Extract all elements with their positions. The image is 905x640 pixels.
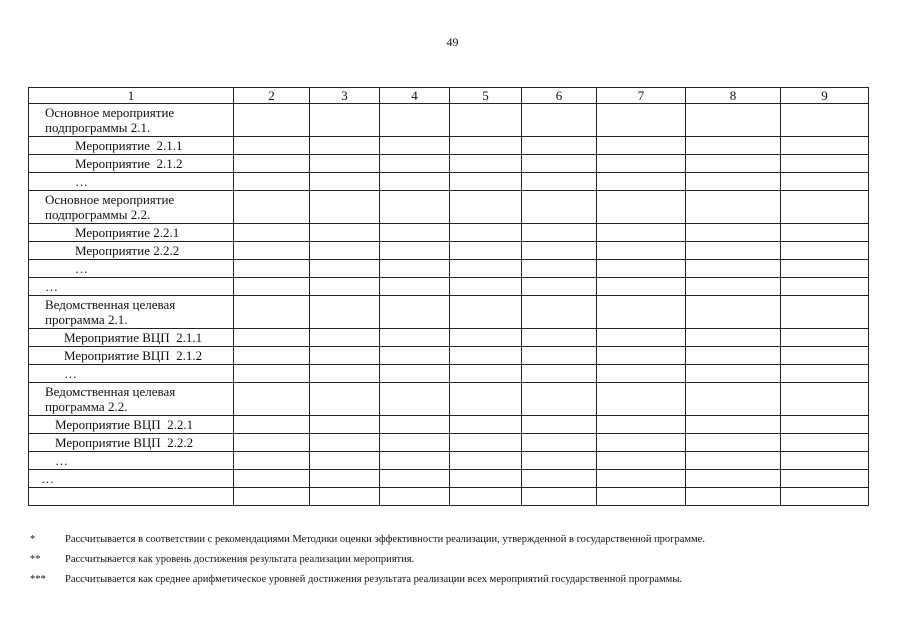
table-row <box>29 383 869 416</box>
row-label: … <box>29 470 234 488</box>
table-cell <box>597 365 686 383</box>
table-cell <box>597 329 686 347</box>
table-cell <box>686 365 781 383</box>
row-label: Основное мероприятие подпрограммы 2.1. <box>29 104 234 137</box>
row-label: Мероприятие ВЦП 2.2.1 <box>29 416 234 434</box>
table-row <box>29 434 869 452</box>
table-cell <box>234 137 310 155</box>
table-cell <box>597 383 686 416</box>
column-header: 7 <box>597 88 686 104</box>
table-cell <box>310 434 380 452</box>
table-cell <box>310 452 380 470</box>
table-cell <box>597 452 686 470</box>
column-header: 3 <box>310 88 380 104</box>
table-cell <box>450 329 522 347</box>
table-body <box>29 104 869 506</box>
row-label: Мероприятие ВЦП 2.2.2 <box>29 434 234 452</box>
table-cell <box>310 416 380 434</box>
table-cell <box>380 260 450 278</box>
table-cell <box>450 260 522 278</box>
table-cell <box>450 365 522 383</box>
table-cell <box>234 104 310 137</box>
table-cell <box>380 242 450 260</box>
table-cell <box>781 224 869 242</box>
table-cell <box>234 470 310 488</box>
table-cell <box>781 242 869 260</box>
table-cell <box>310 191 380 224</box>
table-row <box>29 137 869 155</box>
table-cell <box>597 488 686 506</box>
table-cell <box>781 452 869 470</box>
row-label: … <box>29 278 234 296</box>
table-cell <box>522 278 597 296</box>
report-table <box>28 87 869 506</box>
table-cell <box>234 155 310 173</box>
table-cell <box>686 488 781 506</box>
table-row <box>29 191 869 224</box>
table-cell <box>686 416 781 434</box>
table-cell <box>450 296 522 329</box>
table-cell <box>310 383 380 416</box>
table-cell <box>310 155 380 173</box>
table-cell <box>310 488 380 506</box>
table-cell <box>597 173 686 191</box>
table-cell <box>597 155 686 173</box>
table-cell <box>781 416 869 434</box>
table-cell <box>781 104 869 137</box>
row-label: … <box>29 365 234 383</box>
table-cell <box>450 155 522 173</box>
table-cell <box>234 296 310 329</box>
footnote <box>30 553 890 573</box>
table-cell <box>450 383 522 416</box>
row-label: … <box>29 260 234 278</box>
table-cell <box>380 137 450 155</box>
table-cell <box>450 224 522 242</box>
table-cell <box>597 224 686 242</box>
table-cell <box>781 191 869 224</box>
table-cell <box>380 278 450 296</box>
table-cell <box>781 173 869 191</box>
table-cell <box>450 434 522 452</box>
table-cell <box>781 365 869 383</box>
table-cell <box>310 137 380 155</box>
row-label: Мероприятие ВЦП 2.1.1 <box>29 329 234 347</box>
table-cell <box>686 137 781 155</box>
table-cell <box>686 104 781 137</box>
footnote-mark: *** <box>30 574 46 585</box>
table-cell <box>597 416 686 434</box>
table-cell <box>686 296 781 329</box>
row-label: Мероприятие 2.2.2 <box>29 242 234 260</box>
table-cell <box>234 452 310 470</box>
row-label: Мероприятие ВЦП 2.1.2 <box>29 347 234 365</box>
table-cell <box>781 434 869 452</box>
table-cell <box>686 173 781 191</box>
table-cell <box>522 155 597 173</box>
table-cell <box>522 488 597 506</box>
table-cell <box>234 224 310 242</box>
table-cell <box>450 488 522 506</box>
table-cell <box>310 242 380 260</box>
table-cell <box>686 224 781 242</box>
table-row <box>29 155 869 173</box>
table-cell <box>380 104 450 137</box>
row-label: … <box>29 452 234 470</box>
table-cell <box>380 488 450 506</box>
table-cell <box>781 329 869 347</box>
table-cell <box>380 224 450 242</box>
table-cell <box>686 191 781 224</box>
column-header: 8 <box>686 88 781 104</box>
table-row <box>29 329 869 347</box>
row-label: Ведомственная целевая программа 2.2. <box>29 383 234 416</box>
table-cell <box>234 278 310 296</box>
row-label: … <box>29 173 234 191</box>
table-cell <box>380 296 450 329</box>
table-row <box>29 260 869 278</box>
table-cell <box>380 434 450 452</box>
page-number: 49 <box>446 35 459 49</box>
table-row <box>29 452 869 470</box>
column-header: 2 <box>234 88 310 104</box>
column-header: 5 <box>450 88 522 104</box>
table-cell <box>522 329 597 347</box>
table-row <box>29 416 869 434</box>
table-cell <box>380 347 450 365</box>
table-cell <box>522 191 597 224</box>
table-row <box>29 104 869 137</box>
table-cell <box>597 434 686 452</box>
table-row <box>29 278 869 296</box>
table-cell <box>234 383 310 416</box>
table-cell <box>522 434 597 452</box>
table-cell <box>522 347 597 365</box>
footnote <box>30 573 890 593</box>
table-cell <box>380 173 450 191</box>
footnote <box>30 533 890 553</box>
table-cell <box>310 278 380 296</box>
table-cell <box>450 347 522 365</box>
table-cell <box>781 383 869 416</box>
table-cell <box>522 383 597 416</box>
table-cell <box>234 365 310 383</box>
table-cell <box>234 260 310 278</box>
table-cell <box>380 155 450 173</box>
table-cell <box>450 242 522 260</box>
table-cell <box>450 137 522 155</box>
footnotes <box>30 533 890 593</box>
table-cell <box>781 260 869 278</box>
footnote-text: Рассчитывается как уровень достижения результата реализации мероприятия. <box>65 554 415 565</box>
table-cell <box>234 329 310 347</box>
table-cell <box>450 104 522 137</box>
table-cell <box>522 224 597 242</box>
table-cell <box>234 173 310 191</box>
table-cell <box>310 296 380 329</box>
table-cell <box>686 155 781 173</box>
table-cell <box>781 296 869 329</box>
table-cell <box>234 191 310 224</box>
table-cell <box>310 104 380 137</box>
table-cell <box>450 416 522 434</box>
table-cell <box>234 242 310 260</box>
footnote-text: Рассчитывается как среднее арифметическое уровней достижения результата реализации всех мероприятий государственной программы. <box>65 574 683 585</box>
column-header: 4 <box>380 88 450 104</box>
table-cell <box>686 278 781 296</box>
table-cell <box>450 470 522 488</box>
table-cell <box>597 242 686 260</box>
table-cell <box>597 137 686 155</box>
table-cell <box>380 383 450 416</box>
table-cell <box>522 173 597 191</box>
table-cell <box>310 329 380 347</box>
table-cell <box>522 242 597 260</box>
table-cell <box>450 278 522 296</box>
table-cell <box>380 191 450 224</box>
table-cell <box>686 383 781 416</box>
table-cell <box>234 488 310 506</box>
table-row <box>29 173 869 191</box>
table-cell <box>522 470 597 488</box>
table-cell <box>380 452 450 470</box>
table-cell <box>522 137 597 155</box>
table-row <box>29 224 869 242</box>
table-cell <box>597 347 686 365</box>
table-row <box>29 296 869 329</box>
footnote-mark: ** <box>30 554 41 565</box>
table-cell <box>522 452 597 470</box>
table-cell <box>450 191 522 224</box>
row-label: Мероприятие 2.2.1 <box>29 224 234 242</box>
table-cell <box>597 296 686 329</box>
table-cell <box>522 260 597 278</box>
table-cell <box>781 155 869 173</box>
table-cell <box>234 434 310 452</box>
table-row <box>29 470 869 488</box>
table-cell <box>380 329 450 347</box>
table-cell <box>380 470 450 488</box>
table-cell <box>686 242 781 260</box>
column-header: 1 <box>29 88 234 104</box>
table-cell <box>686 347 781 365</box>
table-cell <box>597 191 686 224</box>
table-cell <box>781 278 869 296</box>
table-cell <box>310 365 380 383</box>
table-cell <box>234 347 310 365</box>
table-cell <box>686 470 781 488</box>
table-cell <box>310 347 380 365</box>
table-row <box>29 365 869 383</box>
table-cell <box>597 278 686 296</box>
footnote-text: Рассчитывается в соответствии с рекомендациями Методики оценки эффективности реализации, утвержденной в государственной программе. <box>65 534 705 545</box>
table-cell <box>522 104 597 137</box>
table-cell <box>781 347 869 365</box>
table-row <box>29 242 869 260</box>
table-cell <box>522 296 597 329</box>
column-header: 6 <box>522 88 597 104</box>
table-cell <box>522 365 597 383</box>
row-label: Мероприятие 2.1.2 <box>29 155 234 173</box>
table-row <box>29 488 869 506</box>
row-label: Мероприятие 2.1.1 <box>29 137 234 155</box>
table-cell <box>781 470 869 488</box>
table-cell <box>234 416 310 434</box>
footnote-mark: * <box>30 534 36 545</box>
table-cell <box>686 452 781 470</box>
header-row <box>29 88 869 104</box>
table-cell <box>781 488 869 506</box>
table-cell <box>522 416 597 434</box>
table-cell <box>597 470 686 488</box>
table-cell <box>310 224 380 242</box>
row-label: Основное мероприятие подпрограммы 2.2. <box>29 191 234 224</box>
table-cell <box>310 173 380 191</box>
row-label: Ведомственная целевая программа 2.1. <box>29 296 234 329</box>
table-cell <box>310 260 380 278</box>
table-cell <box>597 260 686 278</box>
table-cell <box>686 260 781 278</box>
table-cell <box>380 416 450 434</box>
table-cell <box>686 434 781 452</box>
table-cell <box>781 137 869 155</box>
table-cell <box>450 452 522 470</box>
row-label <box>29 488 234 506</box>
table-cell <box>597 104 686 137</box>
column-header: 9 <box>781 88 869 104</box>
table-cell <box>450 173 522 191</box>
table-cell <box>686 329 781 347</box>
table-cell <box>380 365 450 383</box>
table-row <box>29 347 869 365</box>
table-cell <box>310 470 380 488</box>
